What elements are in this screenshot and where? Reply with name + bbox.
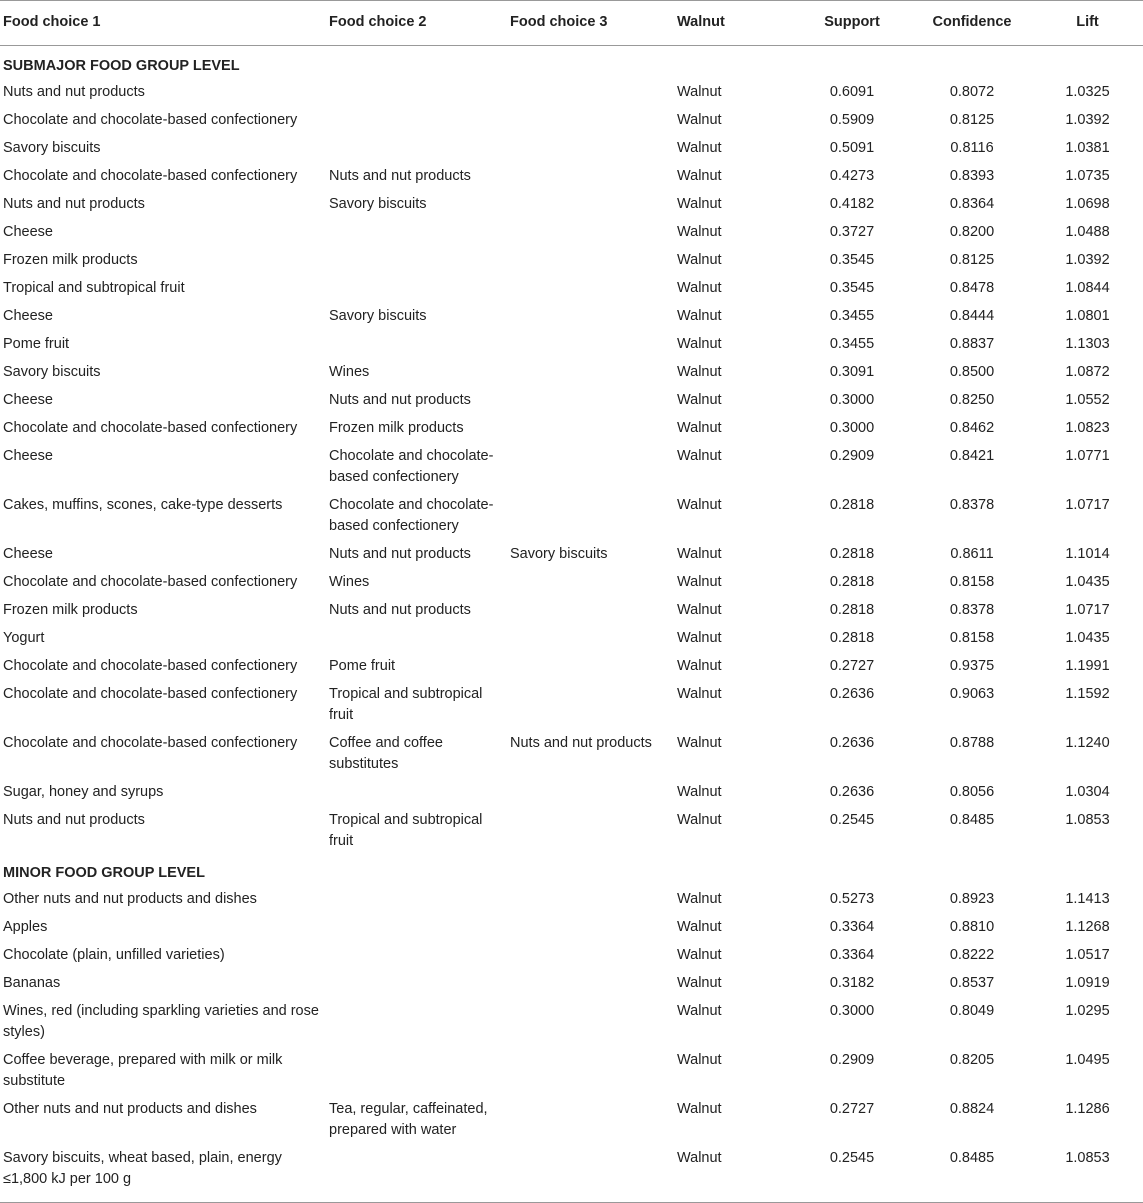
cell-support: 0.4273 xyxy=(829,168,875,184)
cell-lift: 1.0488 xyxy=(1065,224,1110,240)
table-row xyxy=(0,914,1143,942)
cell-lift: 1.0735 xyxy=(1065,168,1110,184)
cell-confidence: 0.8537 xyxy=(949,975,995,991)
cell-food-choice-1: Coffee beverage, prepared with milk or milk substitute xyxy=(3,1052,283,1089)
cell-food-choice-3 xyxy=(507,303,674,331)
cell-lift: 1.0517 xyxy=(1065,947,1110,963)
cell-food-choice-2 xyxy=(326,79,507,107)
cell-walnut: Walnut xyxy=(677,1003,722,1019)
table-row xyxy=(0,998,1143,1047)
cell-confidence: 0.8200 xyxy=(949,224,995,240)
cell-walnut: Walnut xyxy=(677,602,722,618)
table-row xyxy=(0,359,1143,387)
table-row xyxy=(0,779,1143,807)
cell-food-choice-1: Nuts and nut products xyxy=(3,812,145,828)
table-row xyxy=(0,970,1143,998)
table-row xyxy=(0,625,1143,653)
cell-lift: 1.0919 xyxy=(1065,975,1110,991)
cell-confidence: 0.8364 xyxy=(949,196,995,212)
cell-support: 0.2636 xyxy=(829,784,875,800)
cell-food-choice-1: Cheese xyxy=(3,392,53,408)
cell-food-choice-2: Savory biscuits xyxy=(329,308,427,324)
cell-confidence: 0.8485 xyxy=(949,1150,995,1166)
header-food-choice-1: Food choice 1 xyxy=(3,14,101,30)
cell-food-choice-2 xyxy=(326,219,507,247)
cell-lift: 1.0872 xyxy=(1065,364,1110,380)
cell-lift: 1.0435 xyxy=(1065,574,1110,590)
cell-food-choice-1: Cheese xyxy=(3,308,53,324)
cell-walnut: Walnut xyxy=(677,448,722,464)
cell-food-choice-1: Savory biscuits xyxy=(3,140,101,156)
cell-lift: 1.1991 xyxy=(1065,658,1110,674)
header-food-choice-2: Food choice 2 xyxy=(329,14,427,30)
table-row xyxy=(0,219,1143,247)
cell-food-choice-2 xyxy=(326,779,507,807)
cell-support: 0.2909 xyxy=(829,448,875,464)
cell-walnut: Walnut xyxy=(677,364,722,380)
section-header-row xyxy=(0,46,1143,80)
header-confidence: Confidence xyxy=(932,14,1012,30)
cell-lift: 1.0392 xyxy=(1065,252,1110,268)
cell-walnut: Walnut xyxy=(677,658,722,674)
cell-support: 0.2636 xyxy=(829,686,875,702)
cell-walnut: Walnut xyxy=(677,392,722,408)
cell-support: 0.3091 xyxy=(829,364,875,380)
cell-lift: 1.0717 xyxy=(1065,602,1110,618)
cell-walnut: Walnut xyxy=(677,891,722,907)
cell-food-choice-1: Other nuts and nut products and dishes xyxy=(3,1101,257,1117)
cell-food-choice-3 xyxy=(507,135,674,163)
cell-walnut: Walnut xyxy=(677,947,722,963)
cell-walnut: Walnut xyxy=(677,252,722,268)
cell-food-choice-2 xyxy=(326,942,507,970)
cell-walnut: Walnut xyxy=(677,112,722,128)
cell-lift: 1.1592 xyxy=(1065,686,1110,702)
cell-walnut: Walnut xyxy=(677,686,722,702)
cell-support: 0.3364 xyxy=(829,919,875,935)
cell-lift: 1.1413 xyxy=(1065,891,1110,907)
cell-walnut: Walnut xyxy=(677,546,722,562)
table-row xyxy=(0,303,1143,331)
table-row xyxy=(0,492,1143,541)
cell-food-choice-2: Savory biscuits xyxy=(329,196,427,212)
cell-lift: 1.1268 xyxy=(1065,919,1110,935)
cell-walnut: Walnut xyxy=(677,308,722,324)
cell-confidence: 0.8478 xyxy=(949,280,995,296)
cell-support: 0.3455 xyxy=(829,308,875,324)
cell-walnut: Walnut xyxy=(677,735,722,751)
cell-support: 0.3182 xyxy=(829,975,875,991)
cell-confidence: 0.8250 xyxy=(949,392,995,408)
cell-food-choice-2: Frozen milk products xyxy=(329,420,464,436)
cell-food-choice-1: Apples xyxy=(3,919,48,935)
cell-lift: 1.1014 xyxy=(1065,546,1110,562)
cell-support: 0.5273 xyxy=(829,891,875,907)
cell-food-choice-1: Chocolate and chocolate-based confectionery xyxy=(3,686,298,702)
header-walnut: Walnut xyxy=(677,14,725,30)
cell-support: 0.5909 xyxy=(829,112,875,128)
cell-support: 0.2545 xyxy=(829,1150,875,1166)
cell-walnut: Walnut xyxy=(677,812,722,828)
cell-support: 0.2818 xyxy=(829,574,875,590)
table-row xyxy=(0,247,1143,275)
cell-food-choice-3 xyxy=(507,492,674,541)
section-title: MINOR FOOD GROUP LEVEL xyxy=(3,865,205,881)
cell-confidence: 0.8125 xyxy=(949,112,995,128)
cell-food-choice-3 xyxy=(507,219,674,247)
cell-food-choice-2 xyxy=(326,970,507,998)
cell-walnut: Walnut xyxy=(677,1052,722,1068)
cell-food-choice-1: Savory biscuits xyxy=(3,364,101,380)
cell-food-choice-3 xyxy=(507,807,674,856)
cell-food-choice-3: Savory biscuits xyxy=(510,546,608,562)
cell-confidence: 0.8158 xyxy=(949,630,995,646)
cell-food-choice-3 xyxy=(507,1145,674,1203)
cell-food-choice-1: Tropical and subtropical fruit xyxy=(3,280,185,296)
cell-confidence: 0.8500 xyxy=(949,364,995,380)
cell-walnut: Walnut xyxy=(677,224,722,240)
table-row xyxy=(0,942,1143,970)
cell-food-choice-1: Wines, red (including sparkling varieties and rose styles) xyxy=(3,1003,319,1040)
cell-confidence: 0.8421 xyxy=(949,448,995,464)
cell-walnut: Walnut xyxy=(677,784,722,800)
cell-food-choice-3 xyxy=(507,942,674,970)
cell-lift: 1.0698 xyxy=(1065,196,1110,212)
cell-food-choice-1: Chocolate and chocolate-based confectionery xyxy=(3,735,298,751)
cell-food-choice-2 xyxy=(326,886,507,914)
cell-confidence: 0.8158 xyxy=(949,574,995,590)
cell-support: 0.2545 xyxy=(829,812,875,828)
cell-support: 0.3545 xyxy=(829,252,875,268)
cell-lift: 1.0853 xyxy=(1065,1150,1110,1166)
cell-food-choice-1: Yogurt xyxy=(3,630,45,646)
cell-confidence: 0.8072 xyxy=(949,84,995,100)
cell-support: 0.4182 xyxy=(829,196,875,212)
cell-food-choice-1: Bananas xyxy=(3,975,61,991)
cell-food-choice-3 xyxy=(507,681,674,730)
table-row xyxy=(0,681,1143,730)
table-row xyxy=(0,443,1143,492)
cell-food-choice-1: Chocolate and chocolate-based confectionery xyxy=(3,168,298,184)
cell-food-choice-3 xyxy=(507,653,674,681)
cell-food-choice-3 xyxy=(507,107,674,135)
cell-food-choice-1: Chocolate and chocolate-based confectionery xyxy=(3,658,298,674)
cell-support: 0.2818 xyxy=(829,546,875,562)
cell-support: 0.2818 xyxy=(829,630,875,646)
cell-food-choice-3 xyxy=(507,1047,674,1096)
cell-lift: 1.0495 xyxy=(1065,1052,1110,1068)
cell-food-choice-3 xyxy=(507,569,674,597)
cell-lift: 1.0325 xyxy=(1065,84,1110,100)
table-row xyxy=(0,1047,1143,1096)
cell-lift: 1.0295 xyxy=(1065,1003,1110,1019)
cell-lift: 1.0823 xyxy=(1065,420,1110,436)
section-title: SUBMAJOR FOOD GROUP LEVEL xyxy=(3,58,240,74)
cell-support: 0.2727 xyxy=(829,1101,875,1117)
table-row xyxy=(0,191,1143,219)
cell-food-choice-1: Pome fruit xyxy=(3,336,70,352)
cell-confidence: 0.9375 xyxy=(949,658,995,674)
cell-food-choice-1: Cheese xyxy=(3,448,53,464)
cell-food-choice-2: Tropical and subtropical fruit xyxy=(329,686,483,723)
table-row xyxy=(0,135,1143,163)
cell-walnut: Walnut xyxy=(677,574,722,590)
cell-confidence: 0.8485 xyxy=(949,812,995,828)
cell-food-choice-3 xyxy=(507,914,674,942)
cell-lift: 1.0381 xyxy=(1065,140,1110,156)
cell-food-choice-2: Coffee and coffee substitutes xyxy=(329,735,443,772)
cell-food-choice-2: Nuts and nut products xyxy=(329,602,471,618)
cell-confidence: 0.8824 xyxy=(949,1101,995,1117)
cell-food-choice-1: Other nuts and nut products and dishes xyxy=(3,891,257,907)
cell-food-choice-3 xyxy=(507,163,674,191)
cell-food-choice-3: Nuts and nut products xyxy=(510,735,652,751)
table-row xyxy=(0,807,1143,856)
cell-food-choice-3 xyxy=(507,886,674,914)
cell-food-choice-3 xyxy=(507,970,674,998)
cell-confidence: 0.8837 xyxy=(949,336,995,352)
cell-support: 0.2818 xyxy=(829,602,875,618)
section-header-row xyxy=(0,856,1143,886)
cell-food-choice-2 xyxy=(326,135,507,163)
cell-confidence: 0.8205 xyxy=(949,1052,995,1068)
table-row xyxy=(0,597,1143,625)
cell-confidence: 0.8056 xyxy=(949,784,995,800)
cell-food-choice-2: Nuts and nut products xyxy=(329,168,471,184)
cell-support: 0.2727 xyxy=(829,658,875,674)
cell-confidence: 0.9063 xyxy=(949,686,995,702)
header-support: Support xyxy=(824,14,880,30)
cell-support: 0.3364 xyxy=(829,947,875,963)
table-body xyxy=(0,46,1143,1203)
cell-walnut: Walnut xyxy=(677,630,722,646)
table-row xyxy=(0,107,1143,135)
cell-support: 0.3000 xyxy=(829,420,875,436)
cell-lift: 1.1303 xyxy=(1065,336,1110,352)
table-row xyxy=(0,163,1143,191)
cell-food-choice-2 xyxy=(326,1047,507,1096)
cell-food-choice-1: Frozen milk products xyxy=(3,252,138,268)
cell-lift: 1.1286 xyxy=(1065,1101,1110,1117)
cell-food-choice-1: Nuts and nut products xyxy=(3,84,145,100)
cell-food-choice-3 xyxy=(507,1096,674,1145)
cell-food-choice-1: Frozen milk products xyxy=(3,602,138,618)
cell-food-choice-3 xyxy=(507,998,674,1047)
cell-food-choice-3 xyxy=(507,625,674,653)
cell-confidence: 0.8393 xyxy=(949,168,995,184)
cell-food-choice-2 xyxy=(326,247,507,275)
cell-food-choice-1: Chocolate (plain, unfilled varieties) xyxy=(3,947,225,963)
cell-food-choice-3 xyxy=(507,779,674,807)
cell-lift: 1.0304 xyxy=(1065,784,1110,800)
cell-food-choice-1: Cakes, muffins, scones, cake-type desserts xyxy=(3,497,283,513)
cell-support: 0.3000 xyxy=(829,1003,875,1019)
cell-food-choice-2: Nuts and nut products xyxy=(329,546,471,562)
cell-food-choice-2: Wines xyxy=(329,574,370,590)
cell-support: 0.2909 xyxy=(829,1052,875,1068)
cell-lift: 1.1240 xyxy=(1065,735,1110,751)
table-row xyxy=(0,331,1143,359)
cell-lift: 1.0392 xyxy=(1065,112,1110,128)
table-row xyxy=(0,415,1143,443)
cell-walnut: Walnut xyxy=(677,420,722,436)
cell-walnut: Walnut xyxy=(677,1150,722,1166)
cell-confidence: 0.8378 xyxy=(949,497,995,513)
table-row xyxy=(0,275,1143,303)
cell-confidence: 0.8923 xyxy=(949,891,995,907)
table-row xyxy=(0,569,1143,597)
table-row xyxy=(0,387,1143,415)
cell-food-choice-2 xyxy=(326,107,507,135)
cell-lift: 1.0717 xyxy=(1065,497,1110,513)
cell-walnut: Walnut xyxy=(677,1101,722,1117)
cell-support: 0.2818 xyxy=(829,497,875,513)
cell-food-choice-1: Cheese xyxy=(3,224,53,240)
table-row xyxy=(0,886,1143,914)
cell-food-choice-2 xyxy=(326,998,507,1047)
cell-food-choice-2 xyxy=(326,914,507,942)
cell-confidence: 0.8788 xyxy=(949,735,995,751)
cell-food-choice-2: Pome fruit xyxy=(329,658,396,674)
cell-walnut: Walnut xyxy=(677,919,722,935)
cell-lift: 1.0435 xyxy=(1065,630,1110,646)
cell-support: 0.6091 xyxy=(829,84,875,100)
table-row xyxy=(0,653,1143,681)
cell-food-choice-2: Tea, regular, caffeinated, prepared with water xyxy=(329,1101,488,1138)
cell-food-choice-3 xyxy=(507,387,674,415)
cell-confidence: 0.8611 xyxy=(950,546,994,562)
cell-walnut: Walnut xyxy=(677,196,722,212)
table-row xyxy=(0,1096,1143,1145)
cell-lift: 1.0801 xyxy=(1065,308,1110,324)
cell-food-choice-2 xyxy=(326,275,507,303)
cell-food-choice-2 xyxy=(326,1145,507,1203)
cell-food-choice-3 xyxy=(507,443,674,492)
cell-confidence: 0.8444 xyxy=(949,308,995,324)
header-lift: Lift xyxy=(1076,14,1099,30)
cell-lift: 1.0771 xyxy=(1065,448,1110,464)
cell-food-choice-2: Chocolate and chocolate-based confectionery xyxy=(329,448,494,485)
cell-food-choice-1: Savory biscuits, wheat based, plain, energy ≤1,800 kJ per 100 g xyxy=(3,1150,282,1187)
table-row xyxy=(0,1145,1143,1203)
cell-food-choice-3 xyxy=(507,191,674,219)
cell-walnut: Walnut xyxy=(677,168,722,184)
cell-confidence: 0.8222 xyxy=(949,947,995,963)
cell-food-choice-1: Chocolate and chocolate-based confectionery xyxy=(3,574,298,590)
cell-food-choice-1: Nuts and nut products xyxy=(3,196,145,212)
cell-confidence: 0.8049 xyxy=(949,1003,995,1019)
table-row xyxy=(0,79,1143,107)
cell-walnut: Walnut xyxy=(677,280,722,296)
cell-walnut: Walnut xyxy=(677,975,722,991)
cell-food-choice-3 xyxy=(507,597,674,625)
cell-food-choice-1: Sugar, honey and syrups xyxy=(3,784,164,800)
cell-confidence: 0.8810 xyxy=(949,919,995,935)
cell-food-choice-3 xyxy=(507,359,674,387)
cell-walnut: Walnut xyxy=(677,84,722,100)
cell-lift: 1.0844 xyxy=(1065,280,1110,296)
cell-support: 0.5091 xyxy=(829,140,875,156)
cell-food-choice-3 xyxy=(507,415,674,443)
cell-food-choice-2: Wines xyxy=(329,364,370,380)
cell-walnut: Walnut xyxy=(677,140,722,156)
table-row xyxy=(0,730,1143,779)
cell-food-choice-3 xyxy=(507,331,674,359)
cell-support: 0.3455 xyxy=(829,336,875,352)
cell-food-choice-1: Chocolate and chocolate-based confectionery xyxy=(3,420,298,436)
cell-food-choice-2: Tropical and subtropical fruit xyxy=(329,812,483,849)
header-food-choice-3: Food choice 3 xyxy=(510,14,608,30)
cell-food-choice-2: Chocolate and chocolate-based confectionery xyxy=(329,497,494,534)
cell-food-choice-1: Cheese xyxy=(3,546,53,562)
cell-food-choice-2 xyxy=(326,625,507,653)
cell-support: 0.3000 xyxy=(829,392,875,408)
cell-confidence: 0.8462 xyxy=(949,420,995,436)
cell-support: 0.2636 xyxy=(829,735,875,751)
cell-food-choice-2 xyxy=(326,331,507,359)
cell-walnut: Walnut xyxy=(677,336,722,352)
cell-confidence: 0.8378 xyxy=(949,602,995,618)
cell-food-choice-3 xyxy=(507,247,674,275)
cell-food-choice-3 xyxy=(507,275,674,303)
cell-food-choice-1: Chocolate and chocolate-based confectionery xyxy=(3,112,298,128)
cell-support: 0.3727 xyxy=(829,224,875,240)
cell-walnut: Walnut xyxy=(677,497,722,513)
cell-confidence: 0.8125 xyxy=(949,252,995,268)
cell-lift: 1.0552 xyxy=(1065,392,1110,408)
header-row xyxy=(0,1,1143,46)
cell-confidence: 0.8116 xyxy=(950,140,994,156)
cell-support: 0.3545 xyxy=(829,280,875,296)
table-row xyxy=(0,541,1143,569)
cell-food-choice-2: Nuts and nut products xyxy=(329,392,471,408)
cell-lift: 1.0853 xyxy=(1065,812,1110,828)
cell-food-choice-3 xyxy=(507,79,674,107)
